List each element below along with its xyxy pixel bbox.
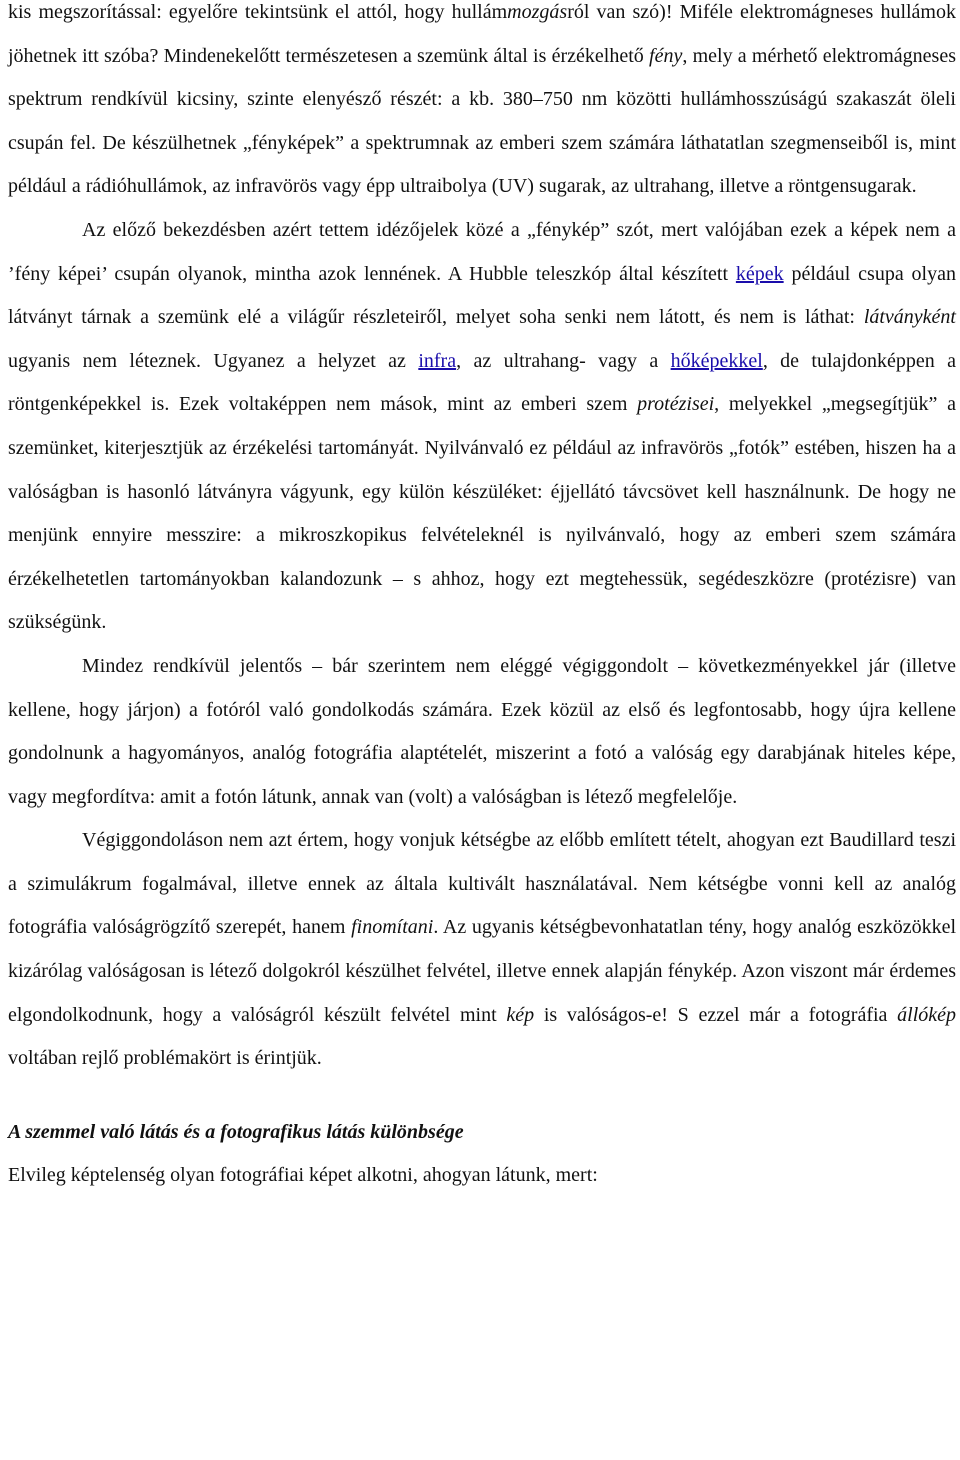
text: Mindez rendkívül jelentős – bár szerintem nem eléggé végiggondolt – következményekkel jár (illetve kellene, hogy járjon) a fotóról való gondolkodás számára. Ezek közül az első és legfontosabb, hogy újra kellene gondolnunk a hagyományos, analóg fotográfia alaptételét, miszerint a fotó a valóság egy darabjának hiteles képe, vagy megfordítva: amit a fotón látunk, annak van (volt) a valóságban is létező megfelelője.	[8, 654, 956, 808]
emphasis: finomítani	[351, 916, 434, 939]
paragraph-consequences	[8, 645, 960, 819]
emphasis: protézisei	[637, 393, 715, 416]
text: , melyekkel „megsegítjük” a szemünket, kiterjesztjük az érzékelési tartományát. Nyilvánvaló ez például az infravörös „fotók” estében, hiszen ha a valóságban is hasonló látványra vágyunk, egy külön készüléket: éjjellátó távcsövet kell használnunk. De hogy ne menjünk ennyire messzire: a mikroszkopikus felvételeknél is nyilvánvaló, hogy az emberi szem számára érzékelhetetlen tartományokban kalandozunk – s ahhoz, hogy ezt megtehessük, segédeszközre (protézisre) van szükségünk.	[8, 393, 956, 634]
text: is valóságos-e! S ezzel már a fotográfia	[534, 1003, 898, 1026]
text: kis megszorítással: egyelőre tekintsünk el attól, hogy hullám	[8, 1, 508, 23]
text: ról van szó)! Miféle elektromágneses hullámok jöhetnek itt szóba? Mindenekelőtt természetesen a szemünk által is érzékelhető	[8, 1, 956, 67]
emphasis: mozgás	[507, 1, 568, 23]
paragraph-spectrum	[8, 0, 960, 209]
text: ugyanis nem léteznek. Ugyanez a helyzet az	[8, 349, 419, 372]
emphasis: kép	[506, 1003, 535, 1026]
text: . Az ugyanis kétségbevonhatatlan tény, hogy analóg eszközökkel kizárólag valóságosan is létező dolgokról készülhet felvétel, illetve ennek alapján fénykép. Azon viszont már érdemes elgondolkodnunk, hogy a valóságról készült felvétel mint	[8, 916, 956, 1026]
text: például csupa olyan látványt tárnak a szemünk elé a világűr részleteiről, melyet soha senki nem látott, és nem is láthat:	[8, 262, 956, 329]
link-kepek[interactable]: képek	[735, 262, 784, 285]
section-heading: A szemmel való látás és a fotografikus látás különbsége	[8, 1120, 464, 1143]
link-hokepekkel[interactable]: hőképekkel	[670, 349, 763, 372]
emphasis: állókép	[897, 1003, 957, 1026]
text: Az előző bekezdésben azért tettem idézőjelek közé a „fénykép” szót, mert valójában ezek a képek nem a ’fény képei’ csupán olyanok, mintha azok lennének. A Hubble teleszkóp által készített	[8, 218, 956, 285]
paragraph-reconsideration	[8, 819, 960, 1081]
paragraph-photo-quotes	[8, 209, 960, 645]
link-infra[interactable]: infra	[418, 349, 457, 372]
text: , de tulajdonképpen a röntgenképekkel is. Ezek voltaképpen nem mások, mint az emberi szem	[8, 349, 956, 416]
text: , az ultrahang- vagy a	[456, 349, 671, 372]
text: Végiggondoláson nem azt értem, hogy vonjuk kétségbe az előbb említett tételt, ahogyan ezt Baudillard teszi a szimulákrum fogalmával, illetve ennek az általa kultivált használatával. Nem kétségbe vonni kell az analóg fotográfia valóságrögzítő szerepét, hanem	[8, 829, 956, 939]
emphasis: fény	[649, 44, 683, 67]
paragraph-intro: Elvileg képtelenség olyan fotográfiai képet alkotni, ahogyan látunk, mert:	[8, 1164, 598, 1187]
text: , mely a mérhető elektromágneses spektrum rendkívül kicsiny, szinte elenyésző részét: a kb. 380–750 nm közötti hullámhosszúságú szakaszát öleli csupán fel. De készülhetnek „fényképek” a spektrumnak az emberi szem számára láthatatlan szegmenseiből is, mint például a rádióhullámok, az infravörös vagy épp ultraibolya (UV) sugarak, az ultrahang, illetve a röntgensugarak.	[8, 44, 956, 198]
emphasis: látványként	[863, 306, 956, 329]
text: voltában rejlő problémakört is érintjük.	[8, 1047, 322, 1070]
